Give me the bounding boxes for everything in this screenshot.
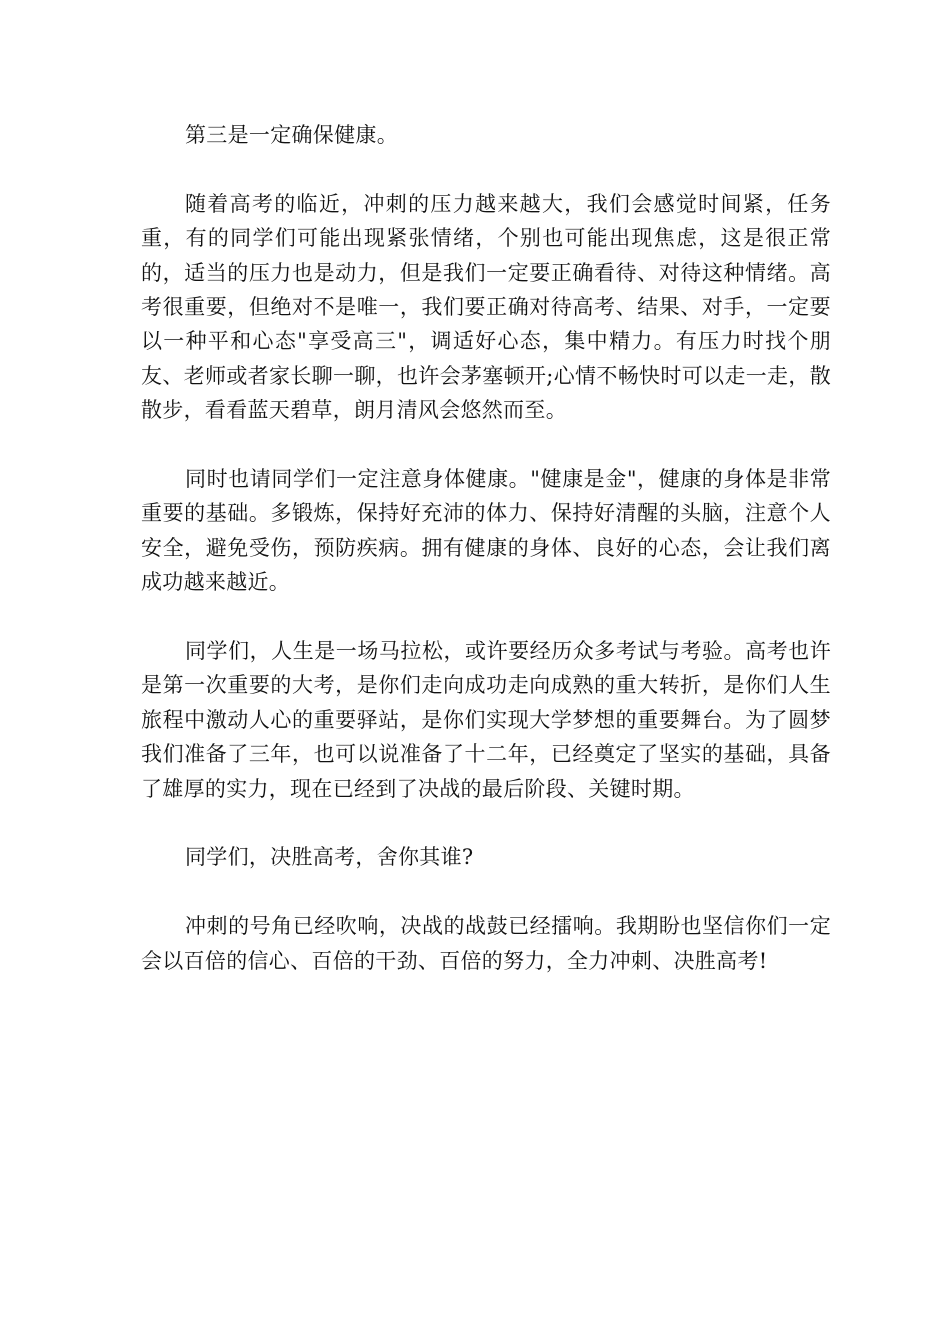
paragraph-health-heading: 第三是一定确保健康。	[185, 123, 398, 147]
paragraph-marathon: 同学们，人生是一场马拉松，或许要经历众多考试与考验。高考也许是第一次重要的大考，是你们走向成功走向成熟的重大转折，是你们人生旅程中激动人心的重要驿站，是你们实现大学梦想的重要舞台。为了圆梦我们准备了三年，也可以说准备了十二年，已经奠定了坚实的基础，具备了雄厚的实力，现在已经到了决战的最后阶段、关键时期。	[141, 639, 831, 801]
paragraph-pressure: 随着高考的临近，冲刺的压力越来越大，我们会感觉时间紧，任务重，有的同学们可能出现紧张情绪，个别也可能出现焦虑，这是很正常的，适当的压力也是动力，但是我们一定要正确看待、对待这种情绪。高考很重要，但绝对不是唯一，我们要正确对待高考、结果、对手，一定要以一种平和心态"享受高三"，调适好心态，集中精力。有压力时找个朋友、老师或者家长聊一聊，也许会茅塞顿开;心情不畅快时可以走一走，散散步，看看蓝天碧草，朗月清风会悠然而至。	[141, 191, 831, 423]
paragraph-closing: 冲刺的号角已经吹响，决战的战鼓已经擂响。我期盼也坚信你们一定会以百倍的信心、百倍的干劲、百倍的努力，全力冲刺、决胜高考!	[141, 914, 831, 973]
paragraph-physical-health: 同时也请同学们一定注意身体健康。"健康是金"，健康的身体是非常重要的基础。多锻炼，保持好充沛的体力、保持好清醒的头脑，注意个人安全，避免受伤，预防疾病。拥有健康的身体、良好的心态，会让我们离成功越来越近。	[141, 467, 831, 595]
document-body	[141, 118, 831, 978]
paragraph-rallying-question: 同学们，决胜高考，舍你其谁?	[185, 845, 474, 870]
